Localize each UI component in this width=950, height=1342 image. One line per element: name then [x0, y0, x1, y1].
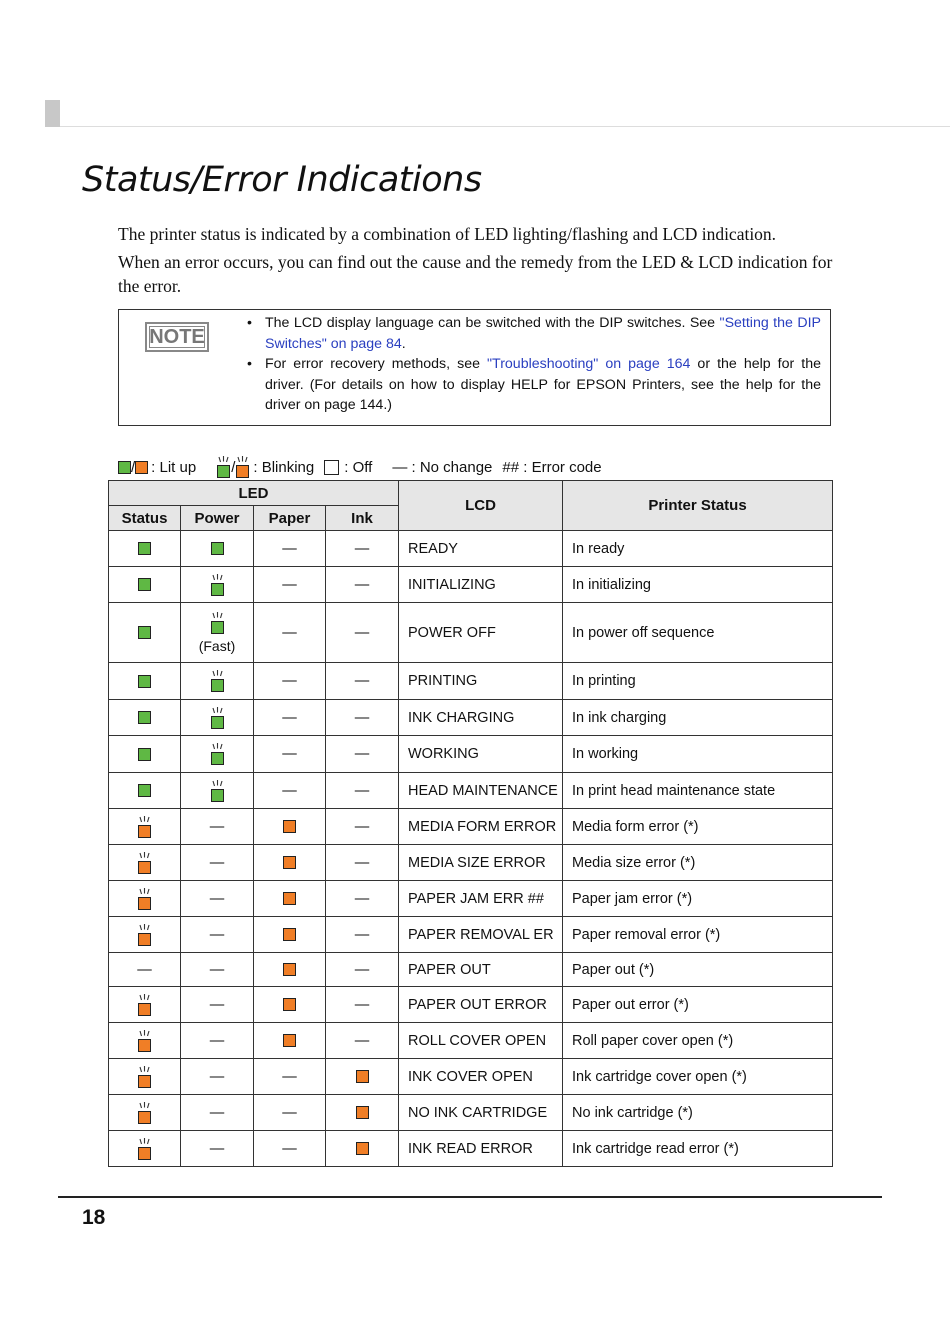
status-error-table: [108, 480, 833, 1167]
no-change-dash: —: [209, 926, 225, 943]
setting-dip-switches-link[interactable]: "Setting the DIP Switches" on page 84: [265, 315, 822, 352]
paper-led-cell: [254, 567, 326, 603]
orange-led-lit-icon: [283, 928, 296, 941]
intro-text: [118, 222, 838, 302]
power-led-cell: [181, 881, 254, 917]
orange-led-lit-icon: [283, 820, 296, 833]
note-text: or the help for the driver. (For details on how to display HELP for EPSON Printers, see the help for the driver on page 144.): [265, 356, 821, 413]
ink-led-cell: [326, 736, 399, 773]
ink-led-cell: [326, 531, 399, 567]
paper-led-cell: [254, 881, 326, 917]
table-row: [109, 1095, 833, 1131]
no-change-dash: —: [137, 961, 152, 978]
no-change-dash: —: [282, 746, 297, 762]
note-box: [118, 309, 831, 426]
lcd-message-cell: HEAD MAINTENANCE: [399, 773, 563, 809]
no-change-dash: —: [282, 576, 297, 593]
green-led-lit-icon: [138, 578, 151, 591]
no-change-dash: —: [354, 782, 370, 799]
power-led-cell: [181, 1059, 254, 1095]
power-led-cell: [181, 603, 254, 663]
paper-led-cell: [254, 845, 326, 881]
status-led-cell: [109, 1059, 181, 1095]
power-led-cell: [181, 917, 254, 953]
status-led-cell: [109, 917, 181, 953]
power-led-cell: [181, 700, 254, 736]
orange-led-lit-icon: [283, 998, 296, 1011]
table-row: [109, 773, 833, 809]
legend-error-code-label: ## : Error code: [502, 458, 602, 476]
table-row: [109, 845, 833, 881]
printer-status-cell: In ready: [563, 531, 833, 567]
note-text: For error recovery methods, see: [265, 356, 488, 372]
paper-led-cell: [254, 773, 326, 809]
table-row: [109, 953, 833, 987]
printer-status-header: Printer Status: [563, 481, 833, 531]
lcd-message-cell: POWER OFF: [399, 603, 563, 663]
legend-off-label: : Off: [344, 458, 373, 476]
lcd-message-cell: MEDIA FORM ERROR: [399, 809, 563, 845]
no-change-dash: —: [354, 746, 370, 762]
note-text: .: [401, 335, 406, 352]
no-change-dash: —: [209, 890, 225, 907]
power-note: (Fast): [198, 637, 236, 654]
no-change-dash: —: [209, 961, 225, 978]
table-row: [109, 1131, 833, 1167]
legend-slash: /: [131, 458, 136, 476]
printer-status-cell: In working: [563, 736, 833, 773]
note-item: [247, 354, 821, 416]
no-change-dash: —: [282, 540, 297, 557]
note-item: [247, 313, 821, 354]
ink-led-cell: [326, 1095, 399, 1131]
led-legend: [118, 456, 602, 478]
table-row: [109, 1023, 833, 1059]
no-change-dash: —: [209, 818, 225, 835]
orange-led-lit-icon: [283, 892, 296, 905]
lcd-message-cell: READY: [399, 531, 563, 567]
led-off-icon: [324, 460, 339, 475]
printer-status-cell: Paper removal error (*): [563, 917, 833, 953]
no-change-dash: —: [354, 996, 370, 1013]
no-change-dash: —: [354, 961, 370, 978]
status-led-cell: [109, 845, 181, 881]
printer-status-cell: In initializing: [563, 567, 833, 603]
printer-status-cell: In print head maintenance state: [563, 773, 833, 809]
lcd-message-cell: PAPER REMOVAL ER: [399, 917, 563, 953]
ink-led-cell: [326, 1131, 399, 1167]
legend-no-change-label: — : No change: [392, 458, 493, 476]
paper-led-cell: [254, 531, 326, 567]
orange-led-lit-icon: [283, 963, 296, 976]
orange-led-lit-icon: [356, 1070, 369, 1083]
lcd-message-cell: NO INK CARTRIDGE: [399, 1095, 563, 1131]
ink-led-cell: [326, 1059, 399, 1095]
ink-led-cell: [326, 1023, 399, 1059]
status-led-cell: [109, 1023, 181, 1059]
no-change-dash: —: [282, 782, 297, 799]
no-change-dash: —: [354, 818, 370, 835]
no-change-dash: —: [282, 1140, 297, 1157]
no-change-dash: —: [282, 673, 297, 689]
status-led-header: Status: [109, 506, 181, 531]
paper-led-header: Paper: [254, 506, 326, 531]
led-header: LED: [109, 481, 399, 506]
green-led-blinking-icon: [216, 456, 231, 478]
no-change-dash: —: [354, 709, 370, 726]
lcd-message-cell: PAPER JAM ERR ##: [399, 881, 563, 917]
green-led-lit-icon: [138, 626, 151, 639]
printer-status-cell: In power off sequence: [563, 603, 833, 663]
ink-led-cell: [326, 987, 399, 1023]
header-rule: [60, 126, 950, 127]
paper-led-cell: [254, 809, 326, 845]
power-led-cell: [181, 736, 254, 773]
green-led-lit-icon: [138, 711, 151, 724]
power-led-cell: [181, 567, 254, 603]
lcd-message-cell: INK CHARGING: [399, 700, 563, 736]
power-led-cell: [181, 1023, 254, 1059]
paper-led-cell: [254, 1095, 326, 1131]
ink-led-cell: [326, 881, 399, 917]
orange-led-blinking-icon: [137, 1138, 152, 1160]
paper-led-cell: [254, 700, 326, 736]
no-change-dash: —: [354, 576, 370, 593]
power-led-cell: [181, 845, 254, 881]
green-led-lit-icon: [138, 748, 151, 761]
legend-lit-label: : Lit up: [151, 458, 197, 476]
table-row: [109, 567, 833, 603]
paper-led-cell: [254, 917, 326, 953]
power-led-cell: [181, 987, 254, 1023]
green-led-blinking-icon: [210, 612, 225, 634]
table-row: [109, 881, 833, 917]
footer-rule: [58, 1196, 882, 1198]
no-change-dash: —: [354, 926, 370, 943]
legend-blinking-label: : Blinking: [253, 458, 315, 476]
printer-status-cell: Media form error (*): [563, 809, 833, 845]
paper-led-cell: [254, 736, 326, 773]
paper-led-cell: [254, 663, 326, 700]
printer-status-cell: Roll paper cover open (*): [563, 1023, 833, 1059]
no-change-dash: —: [209, 1104, 225, 1121]
no-change-dash: —: [282, 1068, 297, 1085]
no-change-dash: —: [354, 890, 370, 907]
status-led-cell: [109, 881, 181, 917]
table-row: [109, 700, 833, 736]
legend-slash: /: [231, 458, 236, 476]
power-led-header: Power: [181, 506, 254, 531]
no-change-dash: —: [354, 624, 370, 641]
power-led-cell: [181, 809, 254, 845]
table-row: [109, 531, 833, 567]
green-led-lit-icon: [138, 675, 151, 688]
orange-led-lit-icon: [356, 1142, 369, 1155]
status-led-cell: [109, 809, 181, 845]
orange-led-blinking-icon: [137, 1030, 152, 1052]
table-row: [109, 987, 833, 1023]
lcd-message-cell: INK READ ERROR: [399, 1131, 563, 1167]
intro-paragraph: The printer status is indicated by a combination of LED lighting/flashing and LCD indication.: [118, 224, 777, 244]
printer-status-cell: In printing: [563, 663, 833, 700]
printer-status-cell: Ink cartridge cover open (*): [563, 1059, 833, 1095]
lcd-header: LCD: [399, 481, 563, 531]
page-title: Status/Error Indications: [82, 160, 482, 200]
orange-led-lit-icon: [356, 1106, 369, 1119]
ink-led-header: Ink: [326, 506, 399, 531]
green-led-blinking-icon: [210, 670, 225, 692]
table-row: [109, 603, 833, 663]
table-row: [109, 917, 833, 953]
ink-led-cell: [326, 809, 399, 845]
paper-led-cell: [254, 987, 326, 1023]
no-change-dash: —: [209, 1032, 225, 1049]
status-led-cell: [109, 987, 181, 1023]
lcd-message-cell: PRINTING: [399, 663, 563, 700]
status-led-cell: [109, 953, 181, 987]
ink-led-cell: [326, 953, 399, 987]
power-led-cell: [181, 953, 254, 987]
status-led-cell: [109, 531, 181, 567]
printer-status-cell: Paper out error (*): [563, 987, 833, 1023]
green-led-lit-icon: [138, 542, 151, 555]
power-led-cell: [181, 531, 254, 567]
lcd-message-cell: INK COVER OPEN: [399, 1059, 563, 1095]
orange-led-lit-icon: [283, 1034, 296, 1047]
orange-led-blinking-icon: [137, 994, 152, 1016]
lcd-message-cell: MEDIA SIZE ERROR: [399, 845, 563, 881]
orange-led-blinking-icon: [235, 456, 250, 478]
no-change-dash: —: [354, 1032, 370, 1049]
table-row: [109, 1059, 833, 1095]
printer-status-cell: Paper jam error (*): [563, 881, 833, 917]
green-led-lit-icon: [138, 784, 151, 797]
no-change-dash: —: [209, 1068, 225, 1085]
orange-led-blinking-icon: [137, 852, 152, 874]
orange-led-blinking-icon: [137, 1066, 152, 1088]
status-led-cell: [109, 603, 181, 663]
green-led-blinking-icon: [210, 707, 225, 729]
orange-led-blinking-icon: [137, 816, 152, 838]
paper-led-cell: [254, 1023, 326, 1059]
status-led-cell: [109, 567, 181, 603]
printer-status-cell: In ink charging: [563, 700, 833, 736]
lcd-message-cell: WORKING: [399, 736, 563, 773]
lcd-message-cell: ROLL COVER OPEN: [399, 1023, 563, 1059]
printer-status-cell: Media size error (*): [563, 845, 833, 881]
paper-led-cell: [254, 1131, 326, 1167]
no-change-dash: —: [209, 854, 225, 871]
printer-status-cell: No ink cartridge (*): [563, 1095, 833, 1131]
table-row: [109, 663, 833, 700]
ink-led-cell: [326, 603, 399, 663]
status-led-cell: [109, 773, 181, 809]
note-list: [247, 313, 821, 416]
no-change-dash: —: [209, 996, 225, 1013]
no-change-dash: —: [354, 854, 370, 871]
no-change-dash: —: [282, 1104, 297, 1121]
no-change-dash: —: [354, 673, 370, 689]
power-led-cell: [181, 773, 254, 809]
orange-led-blinking-icon: [137, 924, 152, 946]
paper-led-cell: [254, 603, 326, 663]
green-led-lit-icon: [211, 542, 224, 555]
power-led-cell: [181, 1131, 254, 1167]
green-led-blinking-icon: [210, 780, 225, 802]
lcd-message-cell: PAPER OUT ERROR: [399, 987, 563, 1023]
no-change-dash: —: [209, 1140, 225, 1157]
orange-led-lit-icon: [283, 856, 296, 869]
ink-led-cell: [326, 700, 399, 736]
printer-status-cell: Ink cartridge read error (*): [563, 1131, 833, 1167]
no-change-dash: —: [282, 709, 297, 726]
table-row: [109, 736, 833, 773]
ink-led-cell: [326, 663, 399, 700]
orange-led-blinking-icon: [137, 888, 152, 910]
intro-paragraph: When an error occurs, you can find out the cause and the remedy from the LED & LCD indication for the error.: [118, 252, 833, 296]
note-text: The LCD display language can be switched with the DIP switches. See: [265, 315, 720, 331]
status-led-cell: [109, 736, 181, 773]
ink-led-cell: [326, 773, 399, 809]
paper-led-cell: [254, 1059, 326, 1095]
status-led-cell: [109, 1131, 181, 1167]
table-body: [109, 531, 833, 1167]
ink-led-cell: [326, 917, 399, 953]
table-row: [109, 809, 833, 845]
no-change-dash: —: [354, 540, 370, 557]
paper-led-cell: [254, 953, 326, 987]
note-badge-label: NOTE: [149, 325, 205, 348]
no-change-dash: —: [282, 624, 297, 641]
note-badge-icon: [145, 322, 209, 352]
printer-status-cell: Paper out (*): [563, 953, 833, 987]
ink-led-cell: [326, 845, 399, 881]
status-led-cell: [109, 1095, 181, 1131]
lcd-message-cell: INITIALIZING: [399, 567, 563, 603]
page-number: 18: [82, 1206, 106, 1229]
status-led-cell: [109, 700, 181, 736]
orange-led-lit-icon: [135, 461, 148, 474]
green-led-blinking-icon: [210, 574, 225, 596]
power-led-cell: [181, 663, 254, 700]
lcd-message-cell: PAPER OUT: [399, 953, 563, 987]
troubleshooting-link[interactable]: "Troubleshooting" on page 164: [487, 356, 691, 372]
green-led-lit-icon: [118, 461, 131, 474]
power-led-cell: [181, 1095, 254, 1131]
orange-led-blinking-icon: [137, 1102, 152, 1124]
green-led-blinking-icon: [210, 743, 225, 765]
status-led-cell: [109, 663, 181, 700]
header-tab-marker: [45, 100, 60, 127]
ink-led-cell: [326, 567, 399, 603]
